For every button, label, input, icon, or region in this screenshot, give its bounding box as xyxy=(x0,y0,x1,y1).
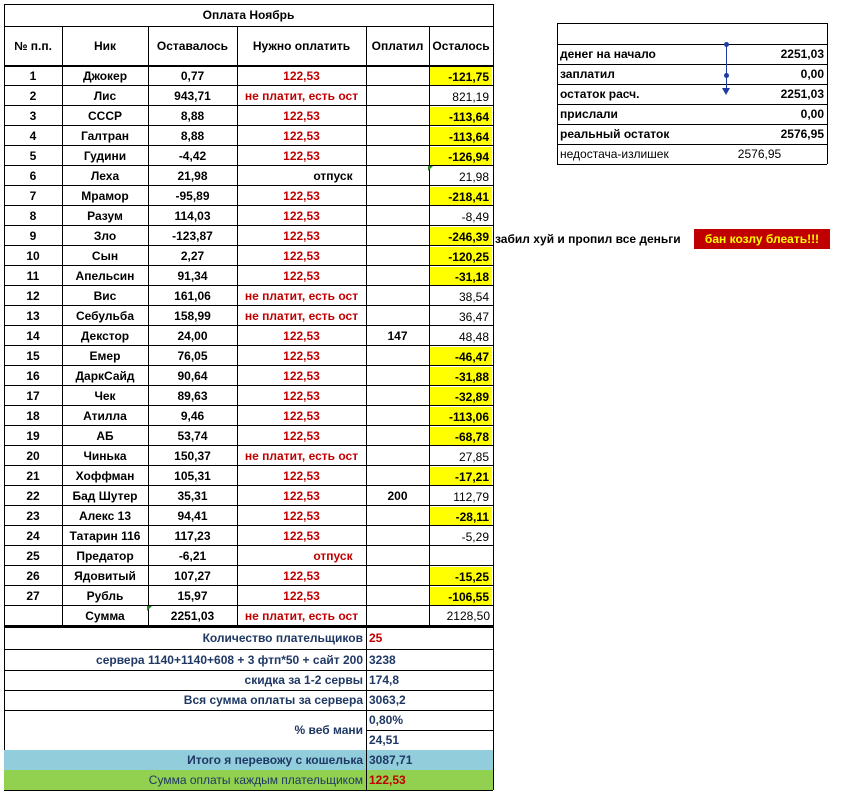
row-paid[interactable] xyxy=(366,426,429,446)
row-paid[interactable] xyxy=(366,206,429,226)
row-number[interactable]: 2 xyxy=(29,89,37,103)
grid-line xyxy=(62,26,63,626)
row-remaining-before[interactable]: 158,99 xyxy=(174,309,211,323)
row-vacation-label[interactable]: отпуск xyxy=(313,549,353,563)
row-remaining-after[interactable]: -113,64 xyxy=(430,107,492,126)
row-remaining-after[interactable]: -113,64 xyxy=(430,127,492,146)
row-remaining-before[interactable]: 90,64 xyxy=(177,369,208,383)
row-remaining-after[interactable]: -113,06 xyxy=(430,407,492,426)
cell-comment-flag-icon xyxy=(428,166,433,171)
grid-line xyxy=(148,26,149,626)
total-label[interactable]: Сумма xyxy=(85,609,125,623)
column-header[interactable]: Оплатил xyxy=(371,39,424,53)
grid-line xyxy=(4,4,493,5)
row-remaining-before[interactable]: 2,27 xyxy=(180,249,205,263)
row-remaining-after[interactable]: -32,89 xyxy=(430,387,492,406)
row-amount-due[interactable]: 122,53 xyxy=(283,529,320,543)
row-nick[interactable]: Предатор xyxy=(76,549,134,563)
row-number[interactable]: 15 xyxy=(26,349,40,363)
row-remaining-after[interactable]: -246,39 xyxy=(430,227,492,246)
row-number[interactable]: 14 xyxy=(26,329,40,343)
grid-line xyxy=(827,23,828,164)
row-remaining-before[interactable]: 117,23 xyxy=(174,529,211,543)
grid-line xyxy=(4,585,493,586)
row-nick[interactable]: Апельсин xyxy=(75,269,135,283)
row-remaining-after[interactable]: -218,41 xyxy=(430,187,492,206)
row-amount-due[interactable]: 122,53 xyxy=(283,189,320,203)
side-row-label[interactable]: остаток расч. xyxy=(560,87,640,101)
row-remaining-before[interactable]: -95,89 xyxy=(175,189,210,203)
row-nick[interactable]: Чинька xyxy=(83,449,127,463)
column-header[interactable]: Нужно оплатить xyxy=(252,39,351,53)
grid-line xyxy=(4,145,493,146)
grid-line xyxy=(4,385,493,386)
row-remaining-after[interactable]: 27,85 xyxy=(458,449,489,464)
summary-webmoney-label[interactable]: % веб мани xyxy=(294,723,363,737)
grid-line xyxy=(557,44,827,45)
summary-webmoney-percent[interactable]: 0,80% xyxy=(369,713,404,727)
row-number[interactable]: 10 xyxy=(26,249,40,263)
grid-line xyxy=(4,465,493,466)
row-remaining-before[interactable]: 24,00 xyxy=(177,329,208,343)
row-nick[interactable]: Мрамор xyxy=(81,189,129,203)
summary-total-sum-value[interactable]: 3063,2 xyxy=(369,693,406,707)
row-remaining-before[interactable]: 91,34 xyxy=(177,269,208,283)
grid-line xyxy=(557,124,827,125)
row-nick[interactable]: Галтран xyxy=(80,129,130,143)
row-nick[interactable]: Гудини xyxy=(83,149,127,163)
row-number[interactable]: 24 xyxy=(26,529,40,543)
row-number[interactable]: 3 xyxy=(29,109,37,123)
row-paid[interactable] xyxy=(366,306,429,326)
grid-line xyxy=(493,4,494,790)
row-number[interactable]: 7 xyxy=(29,189,37,203)
row-nick[interactable]: Декстор xyxy=(80,329,130,343)
column-header[interactable]: Осталось xyxy=(432,39,490,53)
row-amount-due[interactable]: 122,53 xyxy=(283,489,320,503)
grid-line xyxy=(4,405,493,406)
grid-line xyxy=(4,205,493,206)
summary-payers-value[interactable]: 25 xyxy=(369,631,383,645)
row-remaining-before[interactable]: 9,46 xyxy=(180,409,205,423)
grid-line xyxy=(557,164,827,165)
row-amount-due[interactable]: не платит, есть ост xyxy=(244,89,359,103)
grid-line xyxy=(4,245,493,246)
grid-line xyxy=(4,65,493,67)
row-paid[interactable] xyxy=(366,86,429,106)
grid-line xyxy=(4,165,493,166)
grid-line xyxy=(557,23,558,164)
row-number[interactable]: 11 xyxy=(26,269,40,283)
ban-badge: бан козлу блеать!!! xyxy=(694,229,830,249)
row-nick[interactable]: Разум xyxy=(87,209,123,223)
row-remaining-after[interactable]: -120,25 xyxy=(430,247,492,266)
grid-line xyxy=(4,345,493,346)
row-nick[interactable]: Хоффман xyxy=(75,469,135,483)
row-amount-due[interactable]: 122,53 xyxy=(283,129,320,143)
row-nick[interactable]: Рубль xyxy=(86,589,124,603)
row-remaining-before[interactable]: 8,88 xyxy=(180,129,205,143)
row-number[interactable]: 27 xyxy=(26,589,40,603)
side-row-label[interactable]: реальный остаток xyxy=(560,127,670,141)
grid-line xyxy=(4,225,493,226)
summary-transfer-value[interactable]: 3087,71 xyxy=(366,750,493,770)
grid-line xyxy=(4,305,493,306)
row-number[interactable]: 8 xyxy=(29,209,37,223)
summary-servers-label[interactable]: сервера 1140+1140+608 + 3 фтп*50 + сайт 200 xyxy=(96,652,363,667)
row-paid[interactable] xyxy=(366,506,429,526)
summary-total-sum-label[interactable]: Вся сумма оплаты за сервера xyxy=(183,693,363,707)
row-paid[interactable] xyxy=(366,466,429,486)
grid-line xyxy=(4,425,493,426)
column-header[interactable]: № п.п. xyxy=(14,39,52,53)
side-row-value[interactable]: 0,00 xyxy=(800,107,824,121)
row-nick[interactable]: Татарин 116 xyxy=(69,529,141,543)
row-remaining-before[interactable]: 35,31 xyxy=(177,489,208,503)
arrow-dot-icon xyxy=(724,42,729,47)
row-nick[interactable]: СССР xyxy=(87,109,122,123)
summary-payers-label[interactable]: Количество плательщиков xyxy=(202,631,363,645)
side-row-label[interactable]: прислали xyxy=(560,107,618,121)
row-amount-due[interactable]: 122,53 xyxy=(283,149,320,163)
row-paid[interactable] xyxy=(366,406,429,426)
side-row-value[interactable]: 2576,95 xyxy=(737,147,782,161)
row-amount-due[interactable]: 122,53 xyxy=(283,429,320,443)
grid-line xyxy=(4,790,493,791)
row-remaining-before[interactable]: 15,97 xyxy=(177,589,208,603)
row-remaining-after[interactable]: -15,25 xyxy=(430,567,492,586)
row-number[interactable]: 17 xyxy=(26,389,40,403)
row-nick[interactable]: Себульба xyxy=(75,309,135,323)
row-remaining-before[interactable]: 161,06 xyxy=(174,289,211,303)
grid-line xyxy=(4,26,493,27)
row-remaining-after[interactable]: 21,98 xyxy=(458,169,489,184)
row-paid[interactable] xyxy=(366,186,429,206)
sheet-title[interactable]: Оплата Ноябрь xyxy=(202,8,295,22)
row-number[interactable]: 25 xyxy=(26,549,40,563)
row-paid[interactable] xyxy=(366,226,429,246)
grid-line xyxy=(4,545,493,546)
row-amount-due[interactable]: 122,53 xyxy=(283,249,320,263)
row-paid[interactable] xyxy=(366,266,429,286)
cell-comment-flag-icon xyxy=(147,606,152,611)
row-amount-due[interactable]: 122,53 xyxy=(283,209,320,223)
row-paid[interactable] xyxy=(366,126,429,146)
total-amount-due[interactable]: не платит, есть ост xyxy=(244,609,359,623)
row-paid[interactable] xyxy=(366,146,429,166)
row-paid[interactable] xyxy=(366,346,429,366)
row-amount-due[interactable]: не платит, есть ост xyxy=(244,449,359,463)
row-number[interactable]: 5 xyxy=(29,149,37,163)
row-nick[interactable]: Бад Шутер xyxy=(72,489,138,503)
row-vacation-label[interactable]: отпуск xyxy=(313,169,353,183)
row-paid[interactable] xyxy=(366,286,429,306)
row-remaining-before[interactable]: 114,03 xyxy=(174,209,211,223)
row-remaining-before[interactable]: -6,21 xyxy=(178,549,207,563)
side-row-value[interactable]: 2576,95 xyxy=(780,127,824,141)
row-number[interactable]: 4 xyxy=(29,129,37,143)
row-remaining-before[interactable]: 105,31 xyxy=(174,469,211,483)
row-amount-due[interactable]: 122,53 xyxy=(283,229,320,243)
grid-line xyxy=(557,23,827,24)
row-remaining-after[interactable]: 36,47 xyxy=(458,309,489,324)
row-nick[interactable]: Вис xyxy=(93,289,117,303)
row-remaining-after[interactable]: -106,55 xyxy=(430,587,492,606)
row-paid[interactable]: 147 xyxy=(387,329,408,343)
row-amount-due[interactable]: 122,53 xyxy=(283,569,320,583)
grid-line xyxy=(4,285,493,286)
side-row-label[interactable]: денег на начало xyxy=(560,47,656,61)
row-remaining-after[interactable]: -5,29 xyxy=(461,529,489,544)
summary-transfer-label[interactable]: Итого я перевожу с кошелька xyxy=(4,750,366,770)
row-remaining-after[interactable]: -8,49 xyxy=(461,209,489,224)
row-amount-due[interactable]: не платит, есть ост xyxy=(244,309,359,323)
column-header[interactable]: Ник xyxy=(93,39,117,53)
row-remaining-after[interactable]: -17,21 xyxy=(430,467,492,486)
row-number[interactable]: 6 xyxy=(29,169,37,183)
summary-each-label[interactable]: Сумма оплаты каждым плательщиком xyxy=(4,770,366,790)
grid-line xyxy=(429,26,430,626)
row-remaining-before[interactable]: -4,42 xyxy=(178,149,207,163)
grid-line xyxy=(366,730,493,731)
side-row-label[interactable]: заплатил xyxy=(560,67,615,81)
row-remaining-after[interactable] xyxy=(430,547,492,566)
grid-line xyxy=(4,85,493,86)
row-paid[interactable] xyxy=(366,446,429,466)
grid-line xyxy=(4,565,493,566)
row-remaining-before[interactable]: 53,74 xyxy=(177,429,208,443)
grid-line xyxy=(366,627,367,790)
row-remaining-after[interactable]: 821,19 xyxy=(452,89,489,104)
row-remaining-after[interactable]: 112,79 xyxy=(453,489,489,504)
row-remaining-before[interactable]: 943,71 xyxy=(174,89,211,103)
grid-line xyxy=(366,26,367,626)
note-text: забил хуй и пропил все деньги xyxy=(495,232,681,246)
row-number[interactable]: 13 xyxy=(26,309,40,323)
row-amount-due[interactable]: 122,53 xyxy=(283,369,320,383)
row-remaining-after[interactable]: -31,88 xyxy=(430,367,492,386)
row-nick[interactable]: Джокер xyxy=(82,69,128,83)
row-remaining-before[interactable]: 76,05 xyxy=(177,349,208,363)
grid-line xyxy=(237,26,238,626)
row-remaining-after[interactable]: -31,18 xyxy=(430,267,492,286)
row-number[interactable]: 9 xyxy=(29,229,37,243)
grid-line xyxy=(4,185,493,186)
row-remaining-after[interactable]: 48,48 xyxy=(458,329,489,344)
row-number[interactable]: 1 xyxy=(29,69,37,83)
row-nick[interactable]: Лис xyxy=(93,89,117,103)
grid-line xyxy=(4,365,493,366)
row-number[interactable]: 18 xyxy=(26,409,40,423)
row-remaining-before[interactable]: 150,37 xyxy=(174,449,211,463)
row-paid[interactable] xyxy=(366,526,429,546)
row-amount-due[interactable]: 122,53 xyxy=(283,69,320,83)
row-amount-due[interactable]: 122,53 xyxy=(283,509,320,523)
row-number[interactable]: 19 xyxy=(26,429,40,443)
row-nick[interactable]: Зло xyxy=(93,229,117,243)
row-remaining-after[interactable]: -126,94 xyxy=(430,147,492,166)
row-remaining-before[interactable]: 0,77 xyxy=(180,69,205,83)
row-amount-due[interactable]: 122,53 xyxy=(283,409,320,423)
row-nick[interactable]: Емер xyxy=(89,349,121,363)
row-amount-due[interactable]: не платит, есть ост xyxy=(244,289,359,303)
row-remaining-after[interactable]: -28,11 xyxy=(430,507,492,526)
summary-discount-value[interactable]: 174,8 xyxy=(369,673,400,687)
row-paid[interactable] xyxy=(366,586,429,606)
side-row-value[interactable]: 2251,03 xyxy=(780,47,824,61)
column-header[interactable]: Оставалось xyxy=(156,39,229,53)
row-number[interactable]: 16 xyxy=(26,369,40,383)
grid-line xyxy=(4,605,493,606)
total-remaining-before[interactable]: 2251,03 xyxy=(170,609,215,623)
total-row-blank[interactable] xyxy=(4,606,62,626)
row-remaining-before[interactable]: 94,41 xyxy=(177,509,208,523)
row-paid[interactable] xyxy=(366,386,429,406)
row-number[interactable]: 20 xyxy=(26,449,40,463)
row-remaining-before[interactable]: 89,63 xyxy=(177,389,208,403)
row-amount-due[interactable]: 122,53 xyxy=(283,349,320,363)
summary-each-value[interactable]: 122,53 xyxy=(366,770,493,790)
grid-line xyxy=(4,325,493,326)
row-paid[interactable] xyxy=(366,566,429,586)
row-nick[interactable]: ДаркСайд xyxy=(75,369,135,383)
row-amount-due[interactable]: 122,53 xyxy=(283,109,320,123)
summary-webmoney-value[interactable]: 24,51 xyxy=(369,733,400,747)
row-remaining-before[interactable]: 21,98 xyxy=(177,169,208,183)
row-number[interactable]: 22 xyxy=(26,489,40,503)
row-paid[interactable] xyxy=(366,106,429,126)
grid-line xyxy=(557,84,827,85)
arrow-dot-icon xyxy=(724,73,729,78)
row-remaining-after[interactable]: -121,75 xyxy=(430,67,492,86)
grid-line xyxy=(4,265,493,266)
row-nick[interactable]: Сын xyxy=(91,249,119,263)
grid-line xyxy=(557,104,827,105)
grid-line xyxy=(4,505,493,506)
row-paid[interactable] xyxy=(366,246,429,266)
row-nick[interactable]: Чек xyxy=(94,389,116,403)
row-remaining-before[interactable]: -123,87 xyxy=(172,229,213,243)
row-number[interactable]: 23 xyxy=(26,509,40,523)
row-remaining-before[interactable]: 107,27 xyxy=(174,569,211,583)
row-nick[interactable]: Алекс 13 xyxy=(78,509,131,523)
row-nick[interactable]: АБ xyxy=(96,429,114,443)
summary-discount-label[interactable]: скидка за 1-2 сервы xyxy=(244,673,363,687)
row-amount-due[interactable]: 122,53 xyxy=(283,329,320,343)
side-row-value[interactable]: 2251,03 xyxy=(780,87,824,101)
row-paid[interactable] xyxy=(366,66,429,86)
grid-line xyxy=(4,125,493,126)
row-number[interactable]: 12 xyxy=(26,289,40,303)
row-remaining-after[interactable]: -68,78 xyxy=(430,427,492,446)
row-amount-due[interactable]: 122,53 xyxy=(283,269,320,283)
grid-line xyxy=(557,64,827,65)
row-remaining-before[interactable]: 8,88 xyxy=(180,109,205,123)
side-row-value[interactable]: 0,00 xyxy=(800,67,824,81)
grid-line xyxy=(4,445,493,446)
row-amount-due[interactable]: 122,53 xyxy=(283,469,320,483)
grid-line xyxy=(4,525,493,526)
arrow-down-icon xyxy=(722,88,730,95)
row-amount-due[interactable]: 122,53 xyxy=(283,389,320,403)
row-paid[interactable]: 200 xyxy=(387,489,408,503)
row-remaining-after[interactable]: -46,47 xyxy=(430,347,492,366)
side-row-label[interactable]: недостача-излишек xyxy=(560,147,669,161)
row-remaining-after[interactable]: 38,54 xyxy=(458,289,489,304)
total-remaining-after[interactable]: 2128,50 xyxy=(446,609,490,623)
row-nick[interactable]: Ядовитый xyxy=(74,569,136,583)
row-number[interactable]: 21 xyxy=(26,469,40,483)
row-number[interactable]: 26 xyxy=(26,569,40,583)
grid-line xyxy=(557,144,827,145)
arrow-line-icon xyxy=(726,44,727,90)
grid-line xyxy=(4,485,493,486)
grid-line xyxy=(4,105,493,106)
row-nick[interactable]: Леха xyxy=(90,169,120,183)
row-nick[interactable]: Атилла xyxy=(83,409,127,423)
row-amount-due[interactable]: 122,53 xyxy=(283,589,320,603)
row-paid[interactable] xyxy=(366,366,429,386)
summary-servers-value[interactable]: 3238 xyxy=(369,652,396,667)
